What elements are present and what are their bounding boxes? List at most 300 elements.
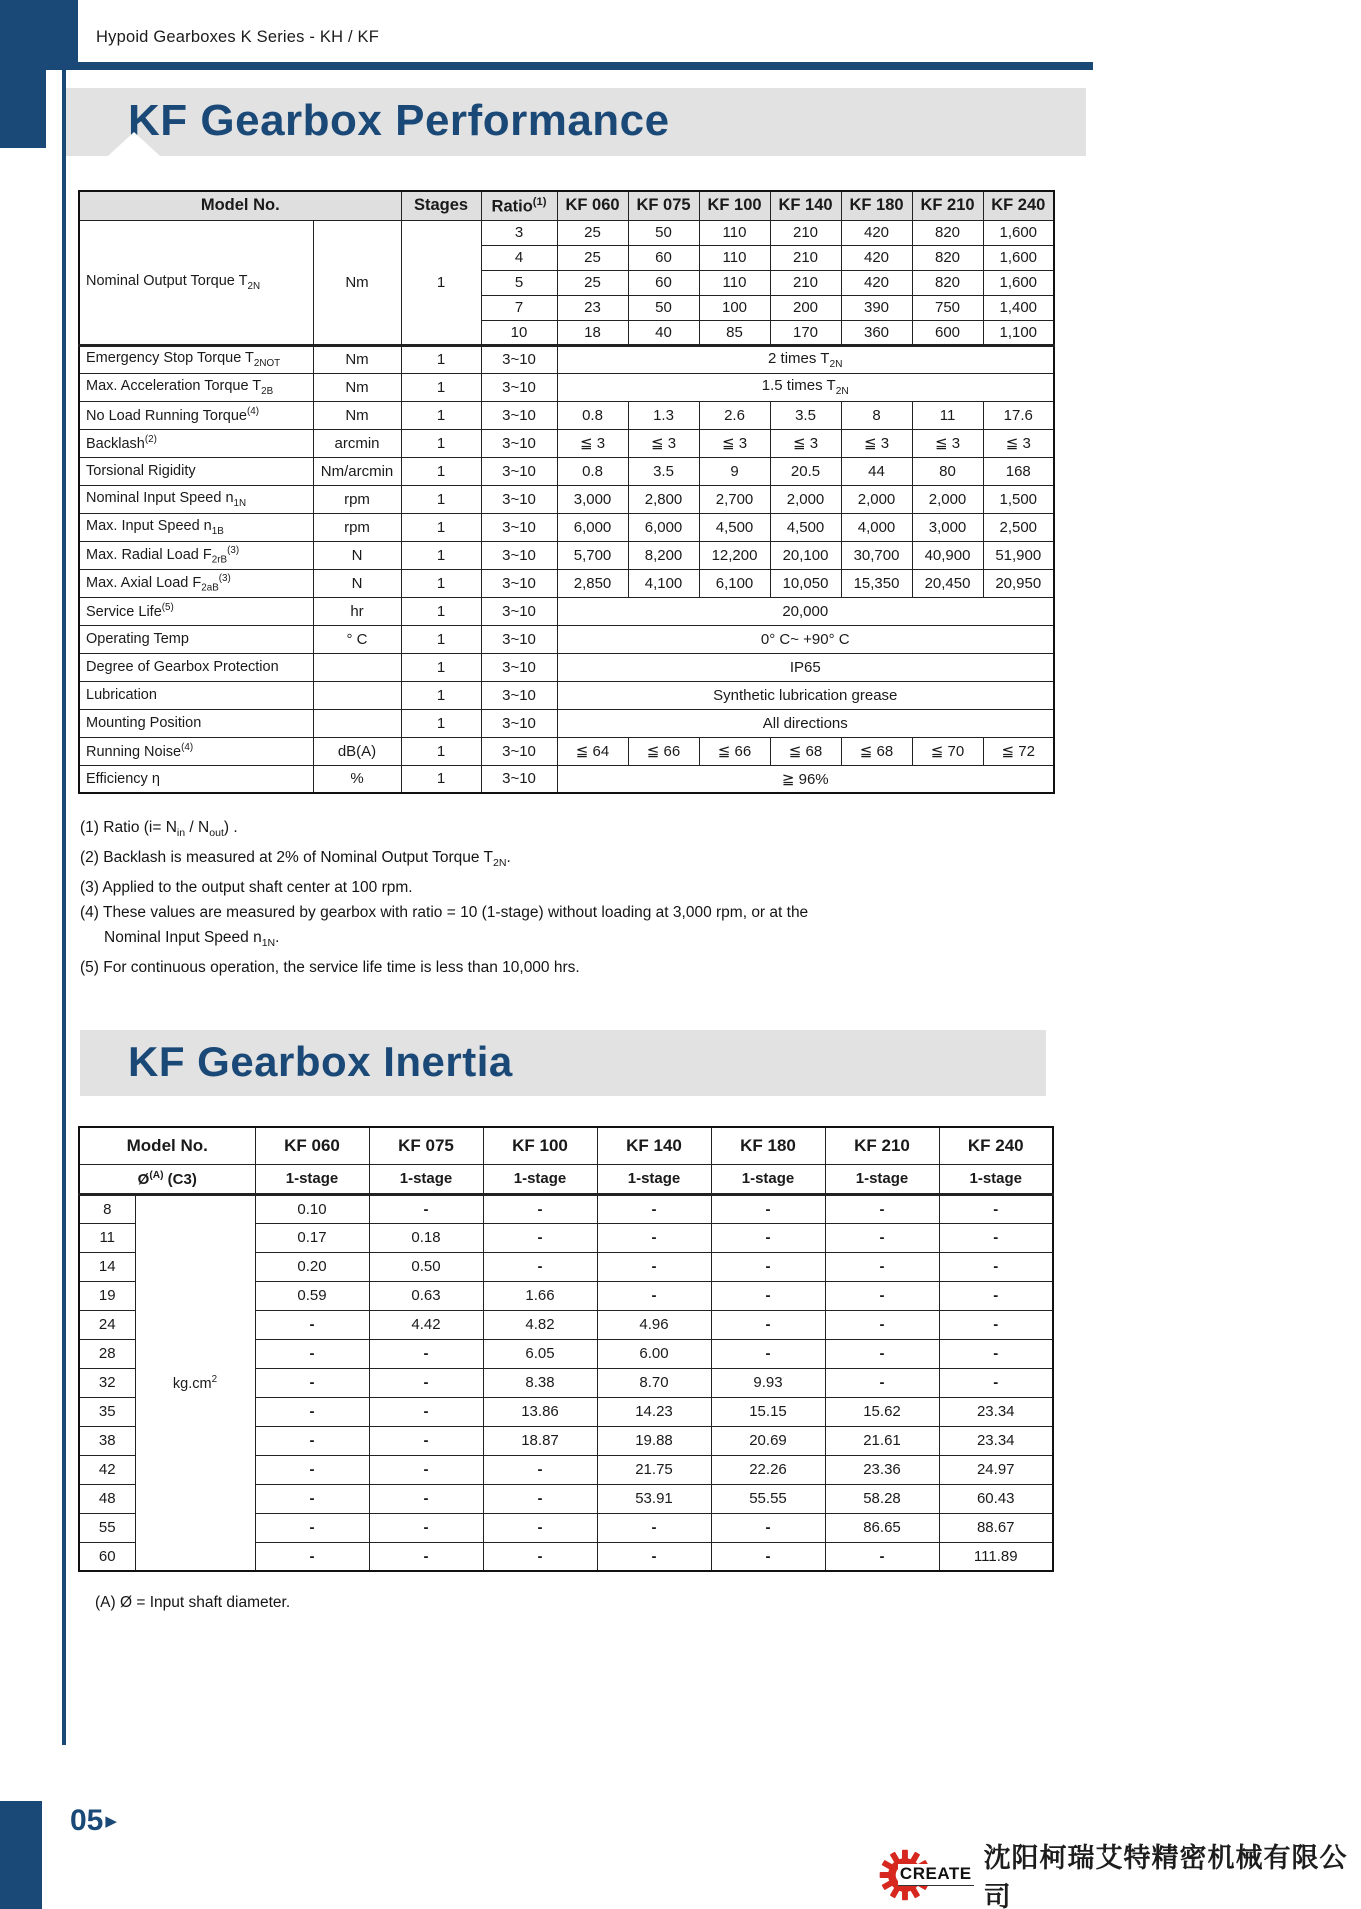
value-cell: -: [711, 1339, 825, 1368]
footnote: (3) Applied to the output shaft center at 100 rpm.: [80, 879, 413, 897]
row-label: Max. Input Speed $n_{1B}$: [79, 513, 313, 541]
value-cell: 100: [699, 295, 770, 320]
value-cell: 13.86: [483, 1397, 597, 1426]
ratio-cell: 3: [481, 220, 557, 245]
ratio-cell: 3~10: [481, 485, 557, 513]
value-cell: -: [255, 1339, 369, 1368]
value-cell: ≦ 3: [983, 429, 1054, 457]
value-cell: 60.43: [939, 1484, 1053, 1513]
span-value: All directions: [557, 709, 1054, 737]
stages-cell: 1: [401, 709, 481, 737]
stages-cell: 1: [401, 457, 481, 485]
span-value: Synthetic lubrication grease: [557, 681, 1054, 709]
value-cell: 2,850: [557, 569, 628, 597]
value-cell: -: [483, 1455, 597, 1484]
stages-cell: 1: [401, 373, 481, 401]
value-cell: 24.97: [939, 1455, 1053, 1484]
value-cell: 6.05: [483, 1339, 597, 1368]
value-cell: 820: [912, 270, 983, 295]
unit-cell: [313, 653, 401, 681]
stages-cell: 1: [401, 345, 481, 373]
header-model: KF 180: [841, 191, 912, 220]
value-cell: -: [255, 1368, 369, 1397]
diameter-cell: 60: [79, 1542, 135, 1571]
header-model: KF 140: [597, 1127, 711, 1164]
ratio-cell: 7: [481, 295, 557, 320]
performance-header-row: [79, 191, 1054, 220]
value-cell: -: [369, 1194, 483, 1223]
value-cell: 18: [557, 320, 628, 345]
footnote-continuation: Nominal Input Speed $n_{1N}$.: [104, 929, 280, 950]
value-cell: -: [483, 1513, 597, 1542]
value-cell: 14.23: [597, 1397, 711, 1426]
performance-title-banner: [66, 88, 1086, 156]
value-cell: -: [369, 1368, 483, 1397]
value-cell: 820: [912, 220, 983, 245]
value-cell: -: [825, 1339, 939, 1368]
stages-cell: 1: [401, 737, 481, 765]
stages-cell: 1: [401, 541, 481, 569]
ratio-cell: 3~10: [481, 513, 557, 541]
value-cell: -: [825, 1368, 939, 1397]
stage-label: 1-stage: [939, 1164, 1053, 1194]
value-cell: -: [939, 1223, 1053, 1252]
value-cell: 1,600: [983, 270, 1054, 295]
value-cell: -: [483, 1194, 597, 1223]
unit-cell: Nm: [313, 220, 401, 345]
performance-title: KF Gearbox Performance: [128, 96, 670, 145]
value-cell: ≦ 66: [628, 737, 699, 765]
value-cell: 1.3: [628, 401, 699, 429]
corner-decoration: [0, 0, 46, 148]
stages-cell: 1: [401, 653, 481, 681]
row-label: Service Life$^{(5)}$: [79, 597, 313, 625]
ratio-cell: 3~10: [481, 597, 557, 625]
value-cell: -: [369, 1455, 483, 1484]
value-cell: -: [939, 1252, 1053, 1281]
value-cell: 0.63: [369, 1281, 483, 1310]
value-cell: 420: [841, 245, 912, 270]
value-cell: 60: [628, 245, 699, 270]
value-cell: 4,500: [770, 513, 841, 541]
inertia-title: KF Gearbox Inertia: [128, 1038, 513, 1085]
ratio-cell: 3~10: [481, 373, 557, 401]
unit-cell: N: [313, 541, 401, 569]
value-cell: 2.6: [699, 401, 770, 429]
value-cell: 44: [841, 457, 912, 485]
value-cell: -: [369, 1542, 483, 1571]
value-cell: ≦ 3: [699, 429, 770, 457]
ratio-cell: 3~10: [481, 541, 557, 569]
stage-label: 1-stage: [597, 1164, 711, 1194]
page-number-wrap: [70, 1804, 117, 1838]
value-cell: 8.38: [483, 1368, 597, 1397]
table-row: [79, 401, 1054, 429]
value-cell: 0.8: [557, 401, 628, 429]
value-cell: 2,800: [628, 485, 699, 513]
value-cell: -: [369, 1484, 483, 1513]
unit-cell: N: [313, 569, 401, 597]
value-cell: -: [939, 1310, 1053, 1339]
value-cell: 20.69: [711, 1426, 825, 1455]
stages-cell: 1: [401, 569, 481, 597]
ratio-cell: 3~10: [481, 709, 557, 737]
value-cell: 1,400: [983, 295, 1054, 320]
header-model: KF 210: [825, 1127, 939, 1164]
value-cell: 2,700: [699, 485, 770, 513]
value-cell: 4.82: [483, 1310, 597, 1339]
row-label: Nominal Input Speed $n_{1N}$: [79, 485, 313, 513]
value-cell: 6,000: [628, 513, 699, 541]
value-cell: 0.18: [369, 1223, 483, 1252]
diameter-label: $Ø^{(A)}$ (C3): [79, 1164, 255, 1194]
value-cell: 23.36: [825, 1455, 939, 1484]
value-cell: 50: [628, 295, 699, 320]
value-cell: 40: [628, 320, 699, 345]
ratio-cell: 4: [481, 245, 557, 270]
value-cell: 1,100: [983, 320, 1054, 345]
value-cell: -: [255, 1542, 369, 1571]
inertia-title-banner: [80, 1030, 1046, 1096]
diameter-cell: 24: [79, 1310, 135, 1339]
torque-row: [79, 220, 1054, 245]
inertia-row: [79, 1194, 1053, 1223]
diameter-cell: 42: [79, 1455, 135, 1484]
value-cell: 200: [770, 295, 841, 320]
logo-text: CREATE: [898, 1864, 974, 1886]
value-cell: -: [255, 1455, 369, 1484]
header-model: KF 100: [483, 1127, 597, 1164]
stages-cell: 1: [401, 625, 481, 653]
diameter-cell: 19: [79, 1281, 135, 1310]
ratio-cell: 3~10: [481, 345, 557, 373]
value-cell: -: [711, 1513, 825, 1542]
value-cell: 80: [912, 457, 983, 485]
stages-cell: 1: [401, 597, 481, 625]
stage-label: 1-stage: [483, 1164, 597, 1194]
value-cell: 0.20: [255, 1252, 369, 1281]
value-cell: 420: [841, 270, 912, 295]
value-cell: 20,100: [770, 541, 841, 569]
value-cell: -: [255, 1426, 369, 1455]
ratio-cell: 3~10: [481, 401, 557, 429]
unit-cell: rpm: [313, 513, 401, 541]
value-cell: 40,900: [912, 541, 983, 569]
table-row: [79, 513, 1054, 541]
value-cell: 4.96: [597, 1310, 711, 1339]
row-label: Torsional Rigidity: [79, 457, 313, 485]
unit-cell: [313, 709, 401, 737]
header-model: KF 210: [912, 191, 983, 220]
value-cell: 15,350: [841, 569, 912, 597]
value-cell: -: [483, 1252, 597, 1281]
header-model: KF 140: [770, 191, 841, 220]
value-cell: ≦ 68: [770, 737, 841, 765]
unit-cell: hr: [313, 597, 401, 625]
header-model-no: Model No.: [79, 1127, 255, 1164]
stage-label: 1-stage: [255, 1164, 369, 1194]
value-cell: -: [825, 1194, 939, 1223]
banner-notch: [108, 132, 160, 156]
span-value: 1.5 times $T_{2N}$: [557, 373, 1054, 401]
value-cell: 17.6: [983, 401, 1054, 429]
span-value: IP65: [557, 653, 1054, 681]
value-cell: 4,100: [628, 569, 699, 597]
value-cell: 25: [557, 270, 628, 295]
value-cell: 25: [557, 245, 628, 270]
value-cell: -: [597, 1513, 711, 1542]
value-cell: -: [597, 1542, 711, 1571]
value-cell: 18.87: [483, 1426, 597, 1455]
diameter-cell: 28: [79, 1339, 135, 1368]
value-cell: 8,200: [628, 541, 699, 569]
value-cell: 15.62: [825, 1397, 939, 1426]
value-cell: 25: [557, 220, 628, 245]
value-cell: 0.8: [557, 457, 628, 485]
footer-corner-block: [0, 1801, 42, 1909]
unit-cell: rpm: [313, 485, 401, 513]
value-cell: 15.15: [711, 1397, 825, 1426]
value-cell: -: [369, 1339, 483, 1368]
page-number: 05: [70, 1804, 104, 1837]
ratio-cell: 3~10: [481, 653, 557, 681]
value-cell: 22.26: [711, 1455, 825, 1484]
unit-cell: Nm: [313, 373, 401, 401]
value-cell: -: [939, 1339, 1053, 1368]
value-cell: -: [939, 1281, 1053, 1310]
header-model: KF 240: [983, 191, 1054, 220]
stage-label: 1-stage: [711, 1164, 825, 1194]
header-model: KF 075: [369, 1127, 483, 1164]
value-cell: 1,600: [983, 245, 1054, 270]
header-rule: [0, 62, 1093, 70]
value-cell: 2,000: [841, 485, 912, 513]
span-value: 20,000: [557, 597, 1054, 625]
value-cell: 19.88: [597, 1426, 711, 1455]
value-cell: -: [825, 1223, 939, 1252]
inertia-header-row: [79, 1127, 1053, 1164]
value-cell: -: [939, 1194, 1053, 1223]
value-cell: 23.34: [939, 1397, 1053, 1426]
footnote: (5) For continuous operation, the service life time is less than 10,000 hrs.: [80, 959, 580, 977]
row-label: Nominal Output Torque $T_{2N}$: [79, 220, 313, 345]
stages-cell: 1: [401, 485, 481, 513]
value-cell: 3.5: [628, 457, 699, 485]
row-label: No Load Running Torque$^{(4)}$: [79, 401, 313, 429]
value-cell: -: [369, 1426, 483, 1455]
stage-label: 1-stage: [825, 1164, 939, 1194]
value-cell: 88.67: [939, 1513, 1053, 1542]
value-cell: 3.5: [770, 401, 841, 429]
row-label: Operating Temp: [79, 625, 313, 653]
ratio-cell: 3~10: [481, 429, 557, 457]
row-label: Mounting Position: [79, 709, 313, 737]
value-cell: 58.28: [825, 1484, 939, 1513]
stages-cell: 1: [401, 429, 481, 457]
header-ratio: Ratio$^{(1)}$: [481, 191, 557, 220]
value-cell: 0.59: [255, 1281, 369, 1310]
row-label: Max. Axial Load $F_{2aB}^{(3)}$: [79, 569, 313, 597]
value-cell: -: [711, 1310, 825, 1339]
diameter-cell: 32: [79, 1368, 135, 1397]
table-row: [79, 569, 1054, 597]
value-cell: -: [711, 1281, 825, 1310]
value-cell: ≦ 3: [770, 429, 841, 457]
value-cell: ≦ 68: [841, 737, 912, 765]
table-row: [79, 485, 1054, 513]
table-row: [79, 373, 1054, 401]
footnote: (1) Ratio $(i= N_{in} / N_{out})$ .: [80, 819, 238, 840]
header-model: KF 180: [711, 1127, 825, 1164]
stages-cell: 1: [401, 220, 481, 345]
table-row: [79, 709, 1054, 737]
value-cell: 60: [628, 270, 699, 295]
row-label: Degree of Gearbox Protection: [79, 653, 313, 681]
table-row: [79, 737, 1054, 765]
value-cell: 12,200: [699, 541, 770, 569]
value-cell: 51,900: [983, 541, 1054, 569]
unit-cell: ° C: [313, 625, 401, 653]
value-cell: 360: [841, 320, 912, 345]
value-cell: 1.66: [483, 1281, 597, 1310]
value-cell: 1,600: [983, 220, 1054, 245]
header-stages: Stages: [401, 191, 481, 220]
value-cell: 30,700: [841, 541, 912, 569]
row-label: Emergency Stop Torque $T_{2NOT}$: [79, 345, 313, 373]
footnote: (2) Backlash is measured at 2% of Nominal Output Torque $T_{2N}$.: [80, 849, 511, 870]
unit-cell: Nm: [313, 345, 401, 373]
value-cell: 2,000: [770, 485, 841, 513]
stages-cell: 1: [401, 765, 481, 793]
value-cell: -: [483, 1542, 597, 1571]
value-cell: -: [369, 1397, 483, 1426]
table-row: [79, 345, 1054, 373]
diameter-cell: 48: [79, 1484, 135, 1513]
diameter-cell: 55: [79, 1513, 135, 1542]
value-cell: -: [825, 1281, 939, 1310]
value-cell: -: [825, 1252, 939, 1281]
value-cell: -: [825, 1310, 939, 1339]
ratio-cell: 10: [481, 320, 557, 345]
value-cell: ≦ 70: [912, 737, 983, 765]
value-cell: 4,000: [841, 513, 912, 541]
value-cell: 210: [770, 270, 841, 295]
value-cell: 21.75: [597, 1455, 711, 1484]
value-cell: -: [483, 1223, 597, 1252]
diameter-cell: 11: [79, 1223, 135, 1252]
value-cell: ≦ 72: [983, 737, 1054, 765]
value-cell: -: [597, 1281, 711, 1310]
value-cell: 8.70: [597, 1368, 711, 1397]
ratio-cell: 5: [481, 270, 557, 295]
value-cell: 110: [699, 270, 770, 295]
value-cell: 3,000: [912, 513, 983, 541]
value-cell: 4.42: [369, 1310, 483, 1339]
value-cell: -: [597, 1194, 711, 1223]
span-value: 0° C~ +90° C: [557, 625, 1054, 653]
value-cell: -: [825, 1542, 939, 1571]
value-cell: 9.93: [711, 1368, 825, 1397]
span-value: ≧ 96%: [557, 765, 1054, 793]
table-row: [79, 457, 1054, 485]
ratio-cell: 3~10: [481, 737, 557, 765]
value-cell: 0.17: [255, 1223, 369, 1252]
diameter-cell: 14: [79, 1252, 135, 1281]
value-cell: 6,000: [557, 513, 628, 541]
value-cell: -: [483, 1484, 597, 1513]
diameter-cell: 8: [79, 1194, 135, 1223]
value-cell: 111.89: [939, 1542, 1053, 1571]
ratio-cell: 3~10: [481, 569, 557, 597]
value-cell: 20,950: [983, 569, 1054, 597]
value-cell: -: [711, 1542, 825, 1571]
header-model: KF 100: [699, 191, 770, 220]
ratio-cell: 3~10: [481, 457, 557, 485]
unit-cell: Nm/arcmin: [313, 457, 401, 485]
value-cell: -: [255, 1397, 369, 1426]
diameter-cell: 38: [79, 1426, 135, 1455]
performance-footnotes: [80, 816, 1000, 981]
header-model: KF 060: [557, 191, 628, 220]
header-model-no: Model No.: [79, 191, 401, 220]
unit-cell: arcmin: [313, 429, 401, 457]
value-cell: ≦ 3: [912, 429, 983, 457]
left-border-line: [62, 70, 66, 1745]
row-label: Backlash$^{(2)}$: [79, 429, 313, 457]
header-model: KF 075: [628, 191, 699, 220]
page-arrow-icon: ▶: [105, 1813, 117, 1830]
value-cell: 5,700: [557, 541, 628, 569]
stage-label: 1-stage: [369, 1164, 483, 1194]
ratio-cell: 3~10: [481, 625, 557, 653]
value-cell: 2,000: [912, 485, 983, 513]
span-value: 2 times $T_{2N}$: [557, 345, 1054, 373]
diameter-cell: 35: [79, 1397, 135, 1426]
value-cell: 390: [841, 295, 912, 320]
value-cell: 110: [699, 245, 770, 270]
value-cell: 50: [628, 220, 699, 245]
value-cell: 20,450: [912, 569, 983, 597]
value-cell: 6,100: [699, 569, 770, 597]
inertia-subheader-row: [79, 1164, 1053, 1194]
ratio-cell: 3~10: [481, 765, 557, 793]
row-label: Max. Radial Load $F_{2rB}^{(3)}$: [79, 541, 313, 569]
row-label: Max. Acceleration Torque $T_{2B}$: [79, 373, 313, 401]
value-cell: 420: [841, 220, 912, 245]
value-cell: 55.55: [711, 1484, 825, 1513]
value-cell: ≦ 3: [557, 429, 628, 457]
value-cell: 168: [983, 457, 1054, 485]
value-cell: -: [255, 1484, 369, 1513]
footnote: (4) These values are measured by gearbox with ratio = 10 (1-stage) without loading at 3,000 rpm, or at the: [80, 904, 809, 922]
value-cell: 86.65: [825, 1513, 939, 1542]
header-model: KF 060: [255, 1127, 369, 1164]
table-row: [79, 541, 1054, 569]
value-cell: 3,000: [557, 485, 628, 513]
document-header-text: Hypoid Gearboxes K Series - KH / KF: [96, 28, 380, 46]
value-cell: -: [597, 1223, 711, 1252]
unit-cell: [313, 681, 401, 709]
company-logo: [878, 1836, 1361, 1909]
value-cell: ≦ 3: [628, 429, 699, 457]
unit-cell: Nm: [313, 401, 401, 429]
value-cell: -: [255, 1310, 369, 1339]
value-cell: ≦ 64: [557, 737, 628, 765]
value-cell: 10,050: [770, 569, 841, 597]
row-label: Lubrication: [79, 681, 313, 709]
value-cell: 11: [912, 401, 983, 429]
row-label: Running Noise$^{(4)}$: [79, 737, 313, 765]
